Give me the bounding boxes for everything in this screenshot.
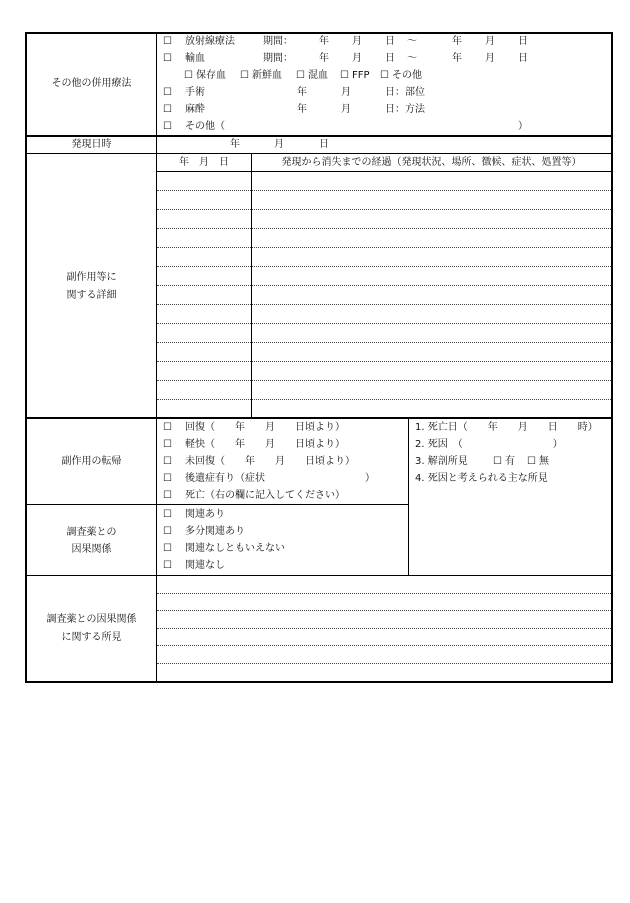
transfusion-start-day: 日 bbox=[385, 53, 395, 64]
other-therapy-close: ） bbox=[518, 121, 528, 132]
anesthesia-checkbox[interactable]: ☐ bbox=[163, 104, 172, 115]
outcome-not-recovered-checkbox[interactable]: ☐ bbox=[163, 456, 172, 467]
radiation-end-year: 年 bbox=[452, 36, 462, 47]
causality-unrelated-checkbox[interactable]: ☐ bbox=[163, 560, 172, 571]
details-ruled-line bbox=[157, 190, 611, 191]
opinion-ruled-line bbox=[157, 645, 611, 646]
radiation-end-day: 日 bbox=[518, 36, 528, 47]
details-ruled-line bbox=[157, 380, 611, 381]
radiation-tilde: 〜 bbox=[407, 36, 417, 47]
other-therapy-label: その他（ bbox=[185, 121, 225, 132]
opinion-ruled-line bbox=[157, 593, 611, 594]
autopsy-findings-label: 3. 解剖所見 bbox=[415, 456, 468, 467]
causality-indeterminate-checkbox[interactable]: ☐ bbox=[163, 543, 172, 554]
outcome-recovered: 回復（ 年 月 日頃より） bbox=[185, 422, 345, 433]
border-bottom bbox=[25, 681, 613, 683]
opinion-label-line1: 調査薬との因果関係 bbox=[46, 614, 137, 625]
divider-concomitant-onset bbox=[25, 135, 613, 137]
autopsy-no-checkbox[interactable]: ☐ bbox=[527, 456, 536, 467]
outcome-death-checkbox[interactable]: ☐ bbox=[163, 490, 172, 501]
transfusion-checkbox[interactable]: ☐ bbox=[163, 53, 172, 64]
opinion-label-line2: に関する所見 bbox=[61, 632, 122, 643]
transfusion-type-other-checkbox[interactable]: ☐ bbox=[380, 70, 389, 81]
causality-label-line1: 調査薬との bbox=[66, 527, 117, 538]
causality-probably-related-checkbox[interactable]: ☐ bbox=[163, 526, 172, 537]
details-date-column-header: 年 月 日 bbox=[179, 157, 229, 168]
transfusion-end-year: 年 bbox=[452, 53, 462, 64]
details-ruled-line bbox=[157, 209, 611, 210]
outcome-improved-checkbox[interactable]: ☐ bbox=[163, 439, 172, 450]
concomitant-therapy-label: その他の併用療法 bbox=[51, 78, 132, 89]
radiation-start-month: 月 bbox=[352, 36, 362, 47]
details-ruled-line bbox=[157, 361, 611, 362]
details-ruled-line bbox=[157, 399, 611, 400]
surgery-label: 手術 bbox=[185, 87, 205, 98]
surgery-checkbox[interactable]: ☐ bbox=[163, 87, 172, 98]
divider-details-outcome bbox=[25, 417, 613, 419]
outcome-improved: 軽快（ 年 月 日頃より） bbox=[185, 439, 345, 450]
onset-datetime-label: 発現日時 bbox=[71, 139, 112, 150]
transfusion-type-ffp: FFP bbox=[352, 70, 370, 81]
surgery-month: 月 bbox=[341, 87, 351, 98]
opinion-ruled-line bbox=[157, 628, 611, 629]
autopsy-yes: 有 bbox=[505, 456, 515, 467]
onset-day: 日 bbox=[319, 139, 329, 150]
transfusion-start-month: 月 bbox=[352, 53, 362, 64]
transfusion-label: 輸血 bbox=[185, 53, 205, 64]
death-cause: 2. 死因 （ ） bbox=[415, 439, 563, 450]
causality-indeterminate: 関連なしともいえない bbox=[185, 543, 285, 554]
transfusion-end-day: 日 bbox=[518, 53, 528, 64]
death-date: 1. 死亡日（ 年 月 日 時） bbox=[415, 422, 598, 433]
outcome-label: 副作用の転帰 bbox=[61, 456, 122, 467]
details-ruled-line bbox=[157, 323, 611, 324]
causality-probably-related: 多分関連あり bbox=[185, 526, 245, 537]
details-label-line2: 関する詳細 bbox=[66, 290, 117, 301]
radiation-checkbox[interactable]: ☐ bbox=[163, 36, 172, 47]
radiation-label: 放射線療法 bbox=[185, 36, 235, 47]
onset-month: 月 bbox=[274, 139, 284, 150]
opinion-ruled-line bbox=[157, 610, 611, 611]
details-ruled-line bbox=[157, 266, 611, 267]
divider-outcome-death-column bbox=[408, 417, 409, 576]
transfusion-type-stored: 保存血 bbox=[196, 70, 226, 81]
death-main-findings: 4. 死因と考えられる主な所見 bbox=[415, 473, 548, 484]
details-ruled-line bbox=[157, 285, 611, 286]
onset-year: 年 bbox=[230, 139, 240, 150]
radiation-start-day: 日 bbox=[385, 36, 395, 47]
divider-outcome-causality bbox=[25, 504, 409, 505]
anesthesia-label: 麻酔 bbox=[185, 104, 205, 115]
divider-causality-opinion bbox=[25, 575, 613, 576]
border-left bbox=[25, 32, 27, 683]
surgery-year: 年 bbox=[297, 87, 307, 98]
transfusion-type-other: その他 bbox=[392, 70, 422, 81]
transfusion-type-mixed-checkbox[interactable]: ☐ bbox=[296, 70, 305, 81]
outcome-not-recovered: 未回復（ 年 月 日頃より） bbox=[185, 456, 355, 467]
divider-onset-details bbox=[25, 153, 613, 154]
radiation-start-year: 年 bbox=[319, 36, 329, 47]
transfusion-end-month: 月 bbox=[485, 53, 495, 64]
border-top bbox=[25, 32, 613, 34]
other-therapy-checkbox[interactable]: ☐ bbox=[163, 121, 172, 132]
transfusion-type-ffp-checkbox[interactable]: ☐ bbox=[340, 70, 349, 81]
divider-details-header bbox=[156, 171, 613, 172]
autopsy-yes-checkbox[interactable]: ☐ bbox=[493, 456, 502, 467]
causality-related: 関連あり bbox=[185, 509, 225, 520]
details-ruled-line bbox=[157, 247, 611, 248]
details-label-line1: 副作用等に bbox=[66, 272, 117, 283]
border-right bbox=[611, 32, 613, 683]
transfusion-type-fresh-checkbox[interactable]: ☐ bbox=[240, 70, 249, 81]
transfusion-type-stored-checkbox[interactable]: ☐ bbox=[184, 70, 193, 81]
causality-unrelated: 関連なし bbox=[185, 560, 225, 571]
transfusion-start-year: 年 bbox=[319, 53, 329, 64]
details-ruled-line bbox=[157, 342, 611, 343]
anesthesia-day-method: 日：方法 bbox=[385, 104, 425, 115]
details-course-column-header: 発現から消失までの経過（発現状況、場所、徴候、症状、処置等） bbox=[281, 157, 582, 168]
surgery-day-site: 日：部位 bbox=[385, 87, 425, 98]
outcome-sequelae-checkbox[interactable]: ☐ bbox=[163, 473, 172, 484]
anesthesia-month: 月 bbox=[341, 104, 351, 115]
details-ruled-line bbox=[157, 304, 611, 305]
transfusion-period-label: 期間： bbox=[263, 53, 293, 64]
transfusion-type-mixed: 混血 bbox=[308, 70, 328, 81]
outcome-recovered-checkbox[interactable]: ☐ bbox=[163, 422, 172, 433]
transfusion-tilde: 〜 bbox=[407, 53, 417, 64]
radiation-period-label: 期間： bbox=[263, 36, 293, 47]
outcome-sequelae: 後遺症有り（症状 ） bbox=[185, 473, 375, 484]
details-ruled-line bbox=[157, 228, 611, 229]
opinion-ruled-line bbox=[157, 663, 611, 664]
label-column-divider bbox=[156, 32, 157, 683]
outcome-death: 死亡（右の欄に記入してください） bbox=[185, 490, 345, 501]
anesthesia-year: 年 bbox=[297, 104, 307, 115]
radiation-end-month: 月 bbox=[485, 36, 495, 47]
transfusion-type-fresh: 新鮮血 bbox=[252, 70, 282, 81]
causality-related-checkbox[interactable]: ☐ bbox=[163, 509, 172, 520]
autopsy-no: 無 bbox=[539, 456, 549, 467]
causality-label-line2: 因果関係 bbox=[71, 544, 112, 555]
